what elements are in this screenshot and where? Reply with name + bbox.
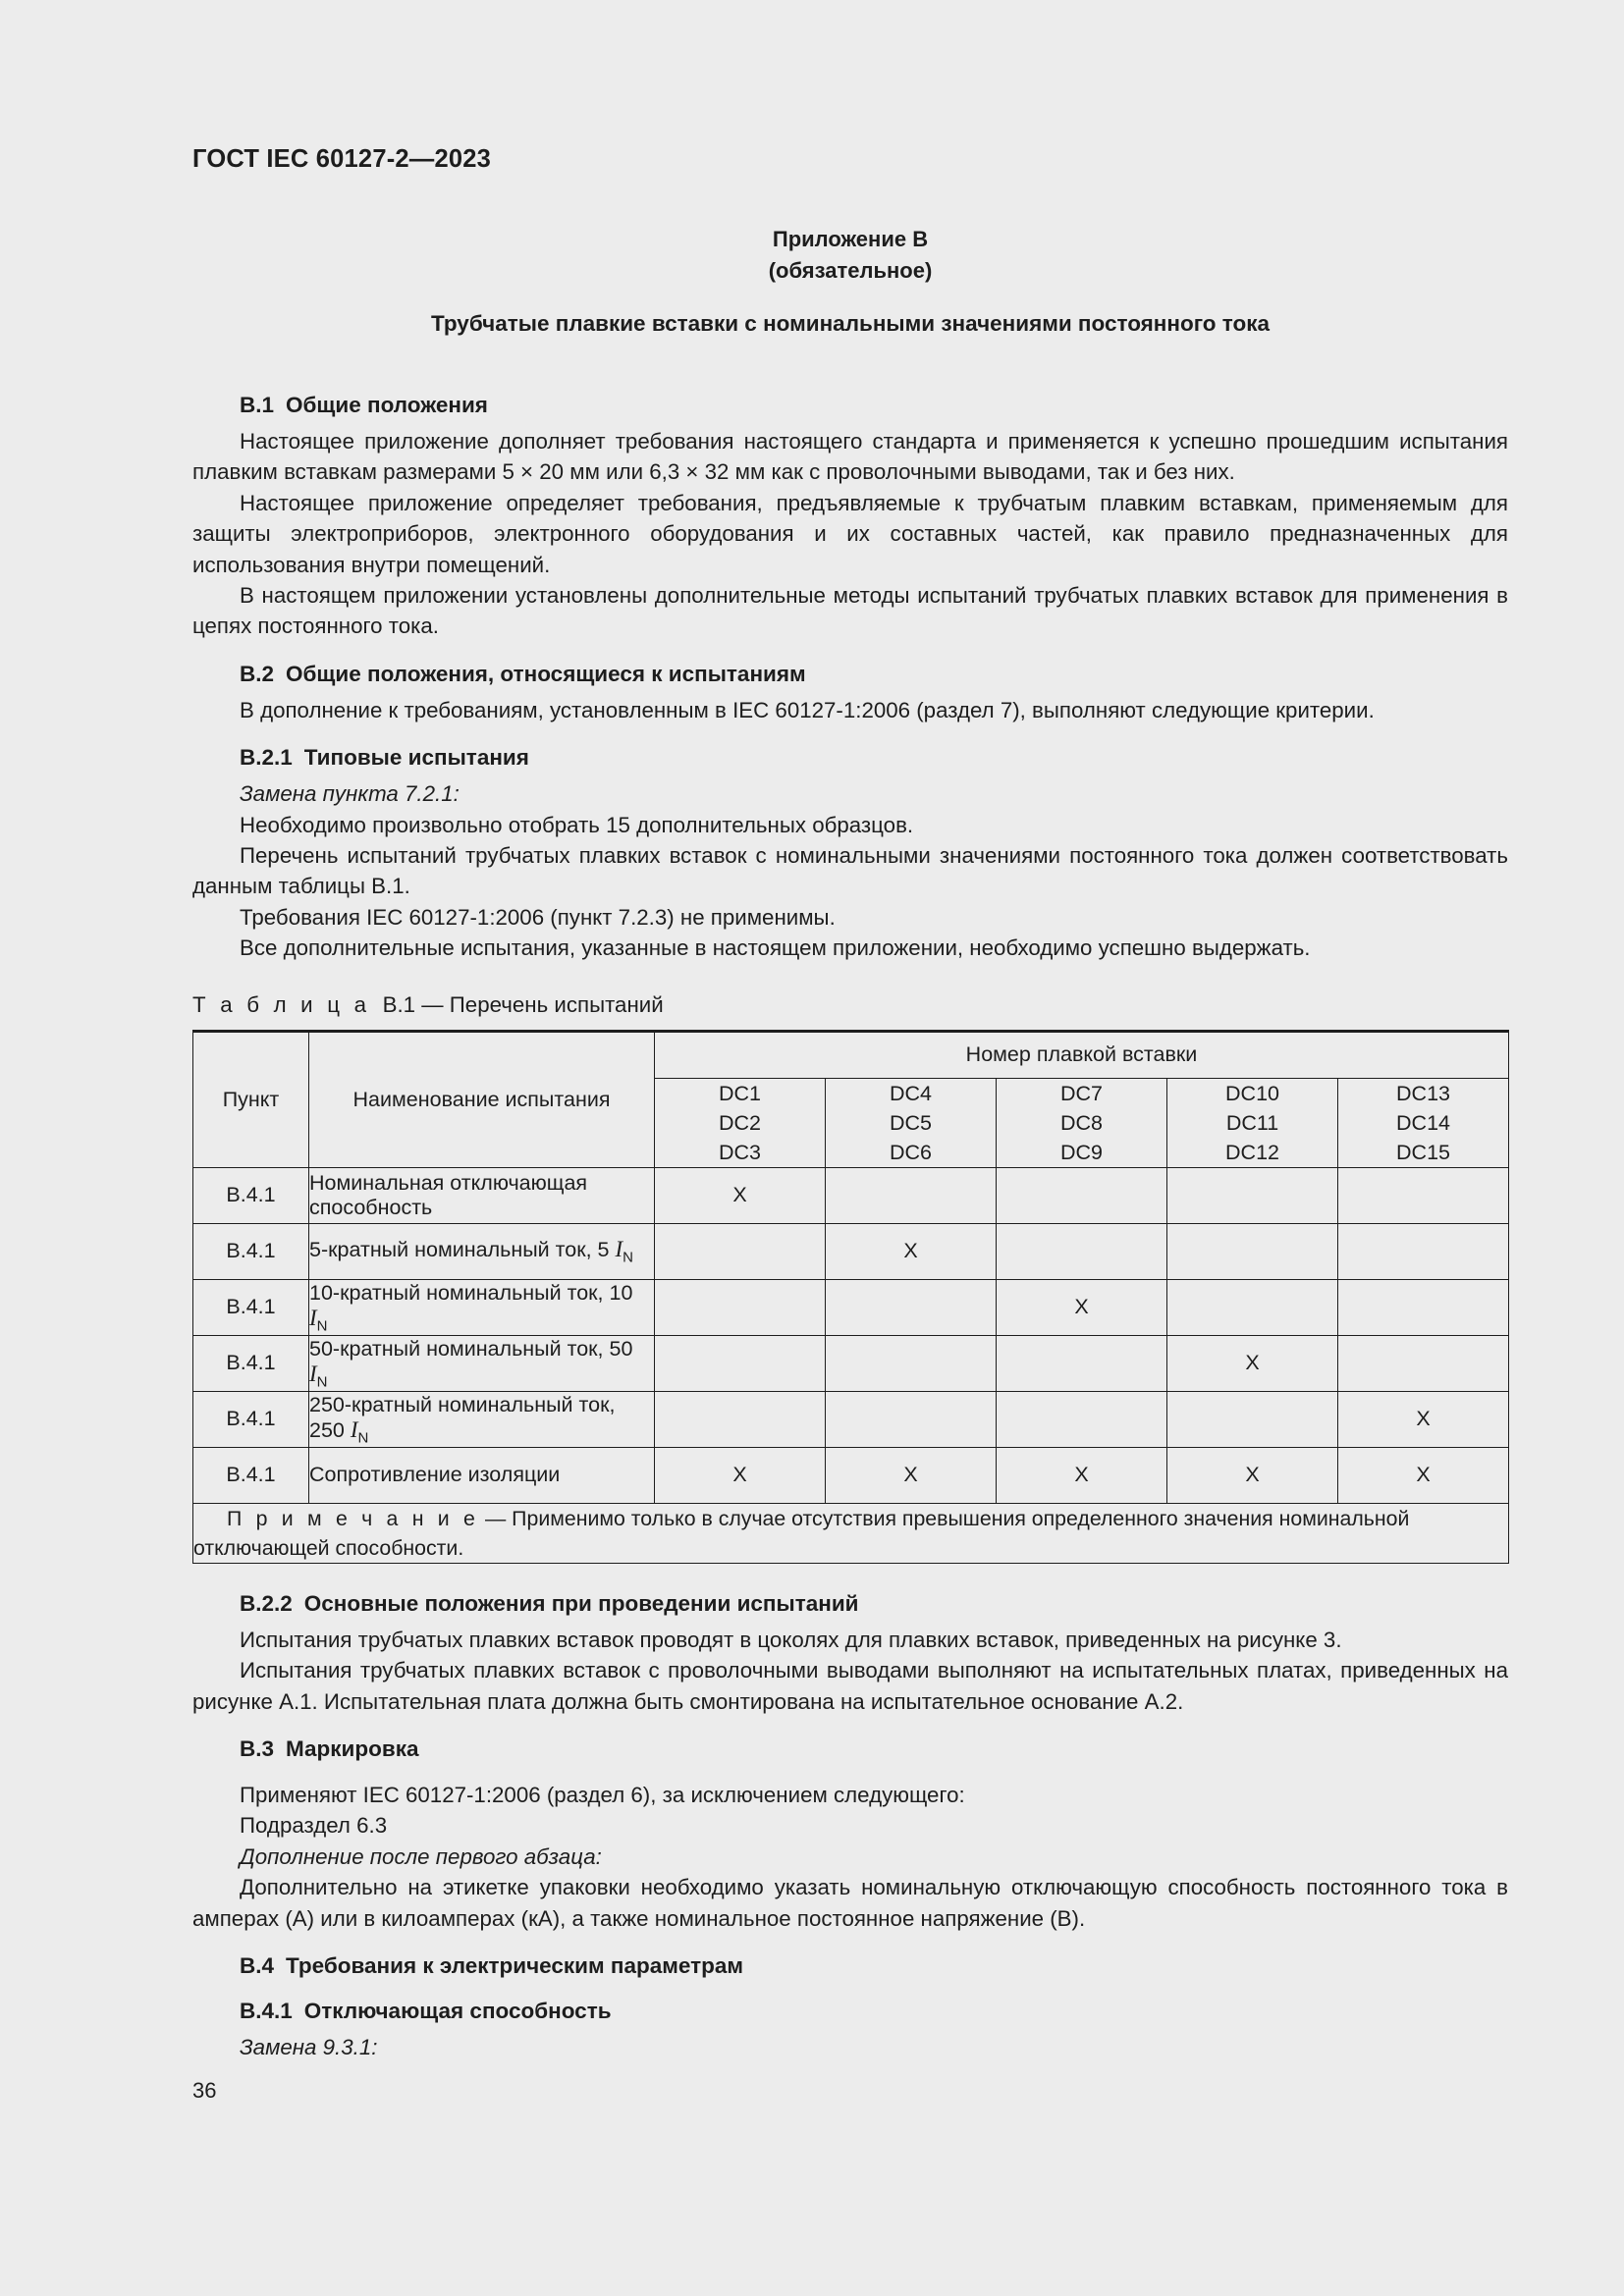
cell-empty bbox=[1338, 1223, 1509, 1279]
replacement-note-b21: Замена пункта 7.2.1: bbox=[240, 781, 460, 807]
paragraph-b1-2: Настоящее приложение определяет требования, предъявляемые к трубчатым плавким вставкам, применяемым для защиты электроприборов, электронного оборудования и их составных частей, как правило предназначенных для использования внутри помещений. bbox=[192, 490, 1508, 577]
cell-test-name bbox=[309, 1279, 655, 1335]
paragraph-b21-2: Перечень испытаний трубчатых плавких вставок с номинальными значениями постоянного тока должен соответствовать данным таблицы B.1. bbox=[192, 843, 1508, 899]
cell-test-name: Номинальная отключающая способность bbox=[309, 1167, 655, 1223]
col-header-fuse-4 bbox=[1167, 1078, 1338, 1167]
paragraph-b21-1: Необходимо произвольно отобрать 15 дополнительных образцов. bbox=[240, 812, 914, 837]
heading-b4-text: Требования к электрическим параметрам bbox=[286, 1952, 744, 1978]
test-name-text: 250-кратный номинальный ток, 250 bbox=[309, 1392, 616, 1442]
cell-punkt: B.4.1 bbox=[193, 1279, 309, 1335]
cell-empty bbox=[1338, 1279, 1509, 1335]
cell-mark: X bbox=[655, 1447, 826, 1503]
cell-empty bbox=[826, 1335, 997, 1391]
cell-empty bbox=[997, 1391, 1167, 1447]
current-symbol: I bbox=[350, 1416, 358, 1442]
cell-empty bbox=[826, 1167, 997, 1223]
heading-b21 bbox=[192, 743, 1508, 773]
heading-b1 bbox=[192, 391, 1508, 420]
heading-b22 bbox=[192, 1589, 1508, 1619]
replacement-note-b41: Замена 9.3.1: bbox=[240, 2034, 378, 2059]
col-header-fuse-5 bbox=[1338, 1078, 1509, 1167]
annex-title: Трубчатые плавкие вставки с номинальными значениями постоянного тока bbox=[430, 311, 1271, 336]
table-b1 bbox=[192, 1030, 1509, 1564]
heading-b3-text: Маркировка bbox=[286, 1735, 419, 1761]
current-symbol-subscript: N bbox=[316, 1372, 328, 1390]
table-caption-dash: — bbox=[421, 991, 444, 1017]
table-note-text: Применимо только в случае отсутствия превышения определенного значения номинальной отключающей способности. bbox=[193, 1506, 1410, 1560]
cell-empty bbox=[1338, 1335, 1509, 1391]
table-foot bbox=[193, 1503, 1509, 1563]
cell-empty bbox=[997, 1167, 1167, 1223]
cell-empty bbox=[1338, 1167, 1509, 1223]
running-header: ГОСТ IEC 60127-2—2023 bbox=[192, 145, 491, 173]
fuse-code: DC8 bbox=[1059, 1110, 1103, 1135]
heading-b2-number: B.2 bbox=[240, 661, 275, 686]
fuse-code: DC5 bbox=[889, 1110, 932, 1135]
cell-test-name bbox=[309, 1391, 655, 1447]
heading-b21-text: Типовые испытания bbox=[303, 745, 529, 771]
heading-b4 bbox=[192, 1951, 1508, 1981]
table-note-dash: — bbox=[484, 1506, 507, 1530]
paragraph-b21-4: Все дополнительные испытания, указанные в настоящем приложении, необходимо успешно выдержать. bbox=[240, 935, 1311, 961]
cell-punkt: B.4.1 bbox=[193, 1335, 309, 1391]
paragraph-b3-3: Дополнение после первого абзаца: bbox=[240, 1843, 602, 1869]
table-caption-label: Т а б л и ц а bbox=[192, 991, 371, 1017]
cell-test-name bbox=[309, 1335, 655, 1391]
table-caption bbox=[192, 989, 1508, 1020]
paragraph-b22-1: Испытания трубчатых плавких вставок проводят в цоколях для плавких вставок, приведенных на рисунке 3. bbox=[240, 1627, 1342, 1652]
current-symbol-subscript: N bbox=[357, 1428, 369, 1446]
annex-label: Приложение B bbox=[772, 227, 929, 251]
cell-empty bbox=[1167, 1223, 1338, 1279]
fuse-code: DC9 bbox=[1059, 1140, 1103, 1164]
col-header-fuse-1 bbox=[655, 1078, 826, 1167]
document-body bbox=[192, 391, 1508, 2062]
fuse-code: DC6 bbox=[889, 1140, 932, 1164]
table-row bbox=[193, 1447, 1509, 1503]
heading-b3 bbox=[192, 1735, 1508, 1764]
table-row bbox=[193, 1167, 1509, 1223]
current-symbol: I bbox=[615, 1237, 623, 1262]
table-row bbox=[193, 1335, 1509, 1391]
paragraph-b2-1: В дополнение к требованиям, установленным в IEC 60127-1:2006 (раздел 7), выполняют следующие критерии. bbox=[240, 697, 1375, 722]
cell-empty bbox=[997, 1223, 1167, 1279]
table-head-row-group bbox=[193, 1031, 1509, 1078]
fuse-code: DC4 bbox=[889, 1081, 932, 1105]
fuse-code: DC12 bbox=[1225, 1140, 1279, 1164]
cell-punkt: B.4.1 bbox=[193, 1447, 309, 1503]
cell-empty bbox=[655, 1391, 826, 1447]
cell-mark: X bbox=[826, 1223, 997, 1279]
page-number: 36 bbox=[192, 2078, 217, 2103]
cell-mark: X bbox=[1338, 1447, 1509, 1503]
test-name-text: 5-кратный номинальный ток, 5 bbox=[309, 1238, 616, 1262]
fuse-code: DC15 bbox=[1396, 1140, 1450, 1164]
paragraph-b3-1: Применяют IEC 60127-1:2006 (раздел 6), за исключением следующего: bbox=[240, 1782, 965, 1807]
heading-b3-number: B.3 bbox=[240, 1735, 275, 1761]
fuse-code: DC10 bbox=[1225, 1081, 1279, 1105]
cell-mark: X bbox=[997, 1447, 1167, 1503]
table-head bbox=[193, 1031, 1509, 1167]
cell-mark: X bbox=[1338, 1391, 1509, 1447]
cell-mark: X bbox=[1167, 1447, 1338, 1503]
fuse-code: DC3 bbox=[718, 1140, 761, 1164]
fuse-code: DC2 bbox=[718, 1110, 761, 1135]
cell-empty bbox=[826, 1391, 997, 1447]
heading-b2-text: Общие положения, относящиеся к испытаниям bbox=[286, 661, 806, 686]
heading-b41-text: Отключающая способность bbox=[303, 1998, 612, 2023]
paragraph-b3-4: Дополнительно на этикетке упаковки необходимо указать номинальную отключающую способность постоянного тока в амперах (A) или в килоамперах (кA), а также номинальное постоянное напряжение (B). bbox=[192, 1875, 1508, 1931]
heading-b4-number: B.4 bbox=[240, 1952, 275, 1978]
paragraph-b21-3: Требования IEC 60127-1:2006 (пункт 7.2.3) не применимы. bbox=[240, 904, 836, 930]
heading-b1-number: B.1 bbox=[240, 393, 275, 417]
current-symbol: I bbox=[309, 1305, 317, 1330]
heading-b2 bbox=[192, 660, 1508, 689]
test-name-text: 50-кратный номинальный ток, 50 bbox=[309, 1336, 633, 1361]
heading-b41 bbox=[192, 1997, 1508, 2026]
current-symbol-subscript: N bbox=[316, 1316, 328, 1334]
current-symbol: I bbox=[309, 1361, 317, 1386]
table-note bbox=[193, 1503, 1509, 1563]
annex-status: (обязательное) bbox=[768, 258, 933, 283]
cell-mark: X bbox=[1167, 1335, 1338, 1391]
cell-test-name bbox=[309, 1223, 655, 1279]
col-header-punkt: Пункт bbox=[193, 1031, 309, 1167]
cell-punkt: B.4.1 bbox=[193, 1223, 309, 1279]
cell-empty bbox=[826, 1279, 997, 1335]
table-row bbox=[193, 1279, 1509, 1335]
cell-empty bbox=[655, 1335, 826, 1391]
fuse-code: DC13 bbox=[1396, 1081, 1450, 1105]
paragraph-b1-1: Настоящее приложение дополняет требования настоящего стандарта и применяется к успешно прошедшим испытания плавким вставкам размерами 5 × 20 мм или 6,3 × 32 мм как с проволочными выводами, так и без них. bbox=[192, 429, 1508, 485]
col-header-group: Номер плавкой вставки bbox=[655, 1031, 1509, 1078]
paragraph-b22-2: Испытания трубчатых плавких вставок с проволочными выводами выполняют на испытательных платах, приведенных на рисунке A.1. Испытательная плата должна быть смонтирована на испытательное основание A.2. bbox=[192, 1658, 1508, 1714]
cell-empty bbox=[997, 1335, 1167, 1391]
table-note-row bbox=[193, 1503, 1509, 1563]
cell-empty bbox=[1167, 1391, 1338, 1447]
cell-empty bbox=[1167, 1279, 1338, 1335]
cell-empty bbox=[1167, 1167, 1338, 1223]
table-caption-title: Перечень испытаний bbox=[449, 991, 664, 1017]
paragraph-b1-3: В настоящем приложении установлены дополнительные методы испытаний трубчатых плавких вставок для применения в цепях постоянного тока. bbox=[192, 583, 1508, 639]
fuse-code: DC1 bbox=[718, 1081, 761, 1105]
fuse-code: DC14 bbox=[1396, 1110, 1450, 1135]
heading-b22-text: Основные положения при проведении испытаний bbox=[303, 1590, 859, 1616]
cell-mark: X bbox=[655, 1167, 826, 1223]
cell-punkt: B.4.1 bbox=[193, 1167, 309, 1223]
cell-punkt: B.4.1 bbox=[193, 1391, 309, 1447]
heading-b41-number: B.4.1 bbox=[240, 1998, 293, 2023]
col-header-fuse-2 bbox=[826, 1078, 997, 1167]
col-header-name: Наименование испытания bbox=[309, 1031, 655, 1167]
cell-mark: X bbox=[997, 1279, 1167, 1335]
current-symbol-subscript: N bbox=[623, 1249, 633, 1266]
heading-b1-text: Общие положения bbox=[286, 393, 488, 417]
table-row bbox=[193, 1391, 1509, 1447]
heading-b22-number: B.2.2 bbox=[240, 1590, 293, 1616]
paragraph-b3-2: Подраздел 6.3 bbox=[240, 1813, 388, 1839]
cell-empty bbox=[655, 1279, 826, 1335]
heading-b21-number: B.2.1 bbox=[240, 745, 293, 771]
annex-heading-block bbox=[192, 224, 1508, 287]
table-body bbox=[193, 1167, 1509, 1503]
fuse-code: DC7 bbox=[1059, 1081, 1103, 1105]
cell-empty bbox=[655, 1223, 826, 1279]
table-caption-number: B.1 bbox=[382, 991, 416, 1017]
cell-mark: X bbox=[826, 1447, 997, 1503]
col-header-fuse-3 bbox=[997, 1078, 1167, 1167]
cell-test-name: Сопротивление изоляции bbox=[309, 1447, 655, 1503]
fuse-code: DC11 bbox=[1225, 1110, 1279, 1135]
table-row bbox=[193, 1223, 1509, 1279]
table-note-label: П р и м е ч а н и е bbox=[227, 1506, 480, 1530]
test-name-text: 10-кратный номинальный ток, 10 bbox=[309, 1280, 633, 1305]
